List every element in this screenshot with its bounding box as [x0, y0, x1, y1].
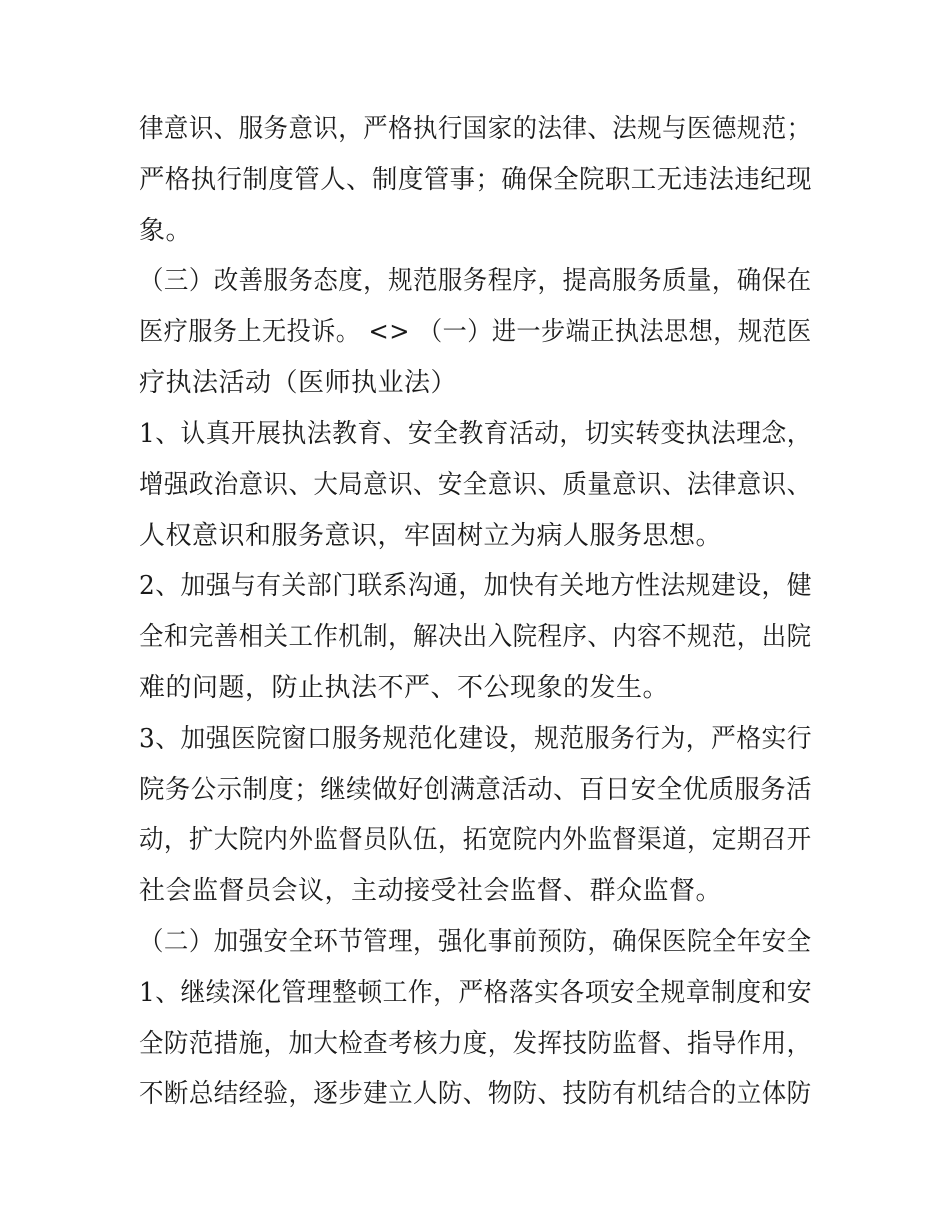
text-line: 医疗服务上无投诉。 <> （一）进一步端正执法思想，规范医 [139, 317, 812, 347]
text-line: 2、加强与有关部门联系沟通，加快有关地方性法规建设，健 [139, 571, 813, 601]
text-line: 增强政治意识、大局意识、安全意识、质量意识、法律意识、 [139, 470, 812, 500]
text-line: 3、加强医院窗口服务规范化建设，规范服务行为，严格实行 [139, 724, 813, 754]
text-line: 律意识、服务意识，严格执行国家的法律、法规与医德规范； [139, 114, 812, 144]
text-line: 严格执行制度管人、制度管事；确保全院职工无违法违纪现 [139, 165, 813, 195]
text-line: 全防范措施，加大检查考核力度，发挥技防监督、指导作用， [139, 1029, 812, 1059]
text-line: 社会监督员会议，主动接受社会监督、群众监督。 [139, 876, 723, 906]
text-line: 动，扩大院内外监督员队伍，拓宽院内外监督渠道，定期召开 [139, 825, 812, 855]
text-line: 1、继续深化管理整顿工作，严格落实各项安全规章制度和安 [139, 978, 813, 1008]
text-line: 难的问题，防止执法不严、不公现象的发生。 [139, 673, 670, 703]
text-line: 全和完善相关工作机制，解决出入院程序、内容不规范，出院 [139, 622, 812, 652]
text-line: 1、认真开展执法教育、安全教育活动，切实转变执法理念， [139, 419, 813, 449]
text-line: 院务公示制度；继续做好创满意活动、百日安全优质服务活 [139, 775, 813, 805]
text-line: 人权意识和服务意识，牢固树立为病人服务思想。 [139, 521, 723, 551]
text-line: 象。 [139, 216, 193, 246]
text-line: 疗执法活动（医师执业法） [139, 368, 458, 398]
text-line: 不断总结经验，逐步建立人防、物防、技防有机结合的立体防 [139, 1079, 812, 1109]
text-line: （三）改善服务态度，规范服务程序，提高服务质量，确保在 [139, 266, 812, 296]
text-line: （二）加强安全环节管理，强化事前预防，确保医院全年安全 [139, 927, 812, 957]
